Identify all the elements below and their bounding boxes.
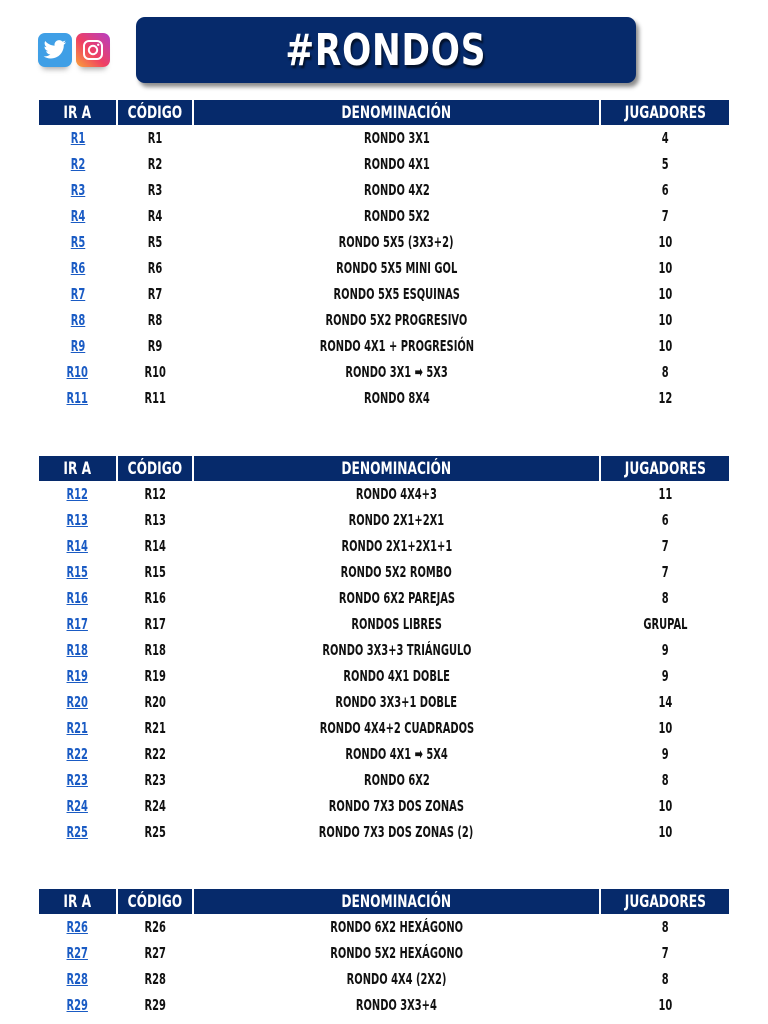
table-row bbox=[39, 151, 729, 177]
jugadores-cell bbox=[601, 719, 729, 737]
goto-link[interactable]: R26 bbox=[66, 918, 89, 936]
goto-link[interactable]: R5 bbox=[70, 233, 85, 251]
header-codigo-label: CÓDIGO bbox=[127, 891, 183, 912]
table-header bbox=[39, 889, 729, 914]
jugadores-value: 8 bbox=[661, 589, 669, 607]
denominacion-cell bbox=[194, 823, 599, 841]
denominacion-cell bbox=[194, 693, 599, 711]
table-header bbox=[39, 456, 729, 481]
jugadores-cell bbox=[601, 823, 729, 841]
denominacion-value: RONDO 4X4+2 CUADRADOS bbox=[319, 719, 474, 737]
denominacion-cell bbox=[194, 563, 599, 581]
code-value: R13 bbox=[144, 511, 166, 529]
table-row bbox=[39, 481, 729, 507]
code-value: R24 bbox=[144, 797, 166, 815]
jugadores-value: 7 bbox=[661, 207, 669, 225]
code-value: R21 bbox=[144, 719, 166, 737]
jugadores-value: GRUPAL bbox=[642, 615, 688, 633]
code-cell bbox=[118, 389, 192, 407]
header-ir-a bbox=[39, 456, 116, 481]
denominacion-value: RONDO 4X1 bbox=[363, 155, 430, 173]
header-codigo bbox=[118, 100, 192, 125]
jugadores-value: 5 bbox=[661, 155, 669, 173]
goto-link[interactable]: R6 bbox=[70, 259, 85, 277]
goto-link[interactable]: R15 bbox=[66, 563, 89, 581]
denominacion-cell bbox=[194, 337, 599, 355]
jugadores-cell bbox=[601, 511, 729, 529]
denominacion-value: RONDO 4X2 bbox=[363, 181, 430, 199]
jugadores-value: 10 bbox=[658, 311, 672, 329]
denominacion-value: RONDO 3X1 ➡ 5X3 bbox=[345, 363, 448, 381]
table-row bbox=[39, 940, 729, 966]
code-value: R23 bbox=[144, 771, 166, 789]
jugadores-value: 11 bbox=[658, 485, 672, 503]
code-value: R6 bbox=[147, 259, 163, 277]
code-value: R3 bbox=[147, 181, 163, 199]
jugadores-cell bbox=[601, 745, 729, 763]
header-codigo-label: CÓDIGO bbox=[127, 102, 183, 123]
jugadores-cell bbox=[601, 207, 729, 225]
code-value: R4 bbox=[147, 207, 163, 225]
denominacion-value: RONDO 4X1 + PROGRESIÓN bbox=[319, 337, 474, 355]
code-value: R14 bbox=[144, 537, 166, 555]
goto-link-cell[interactable] bbox=[39, 918, 116, 936]
jugadores-value: 6 bbox=[661, 511, 669, 529]
denominacion-value: RONDO 3X1 bbox=[363, 129, 430, 147]
goto-link-cell[interactable] bbox=[39, 207, 116, 225]
code-value: R11 bbox=[144, 389, 166, 407]
goto-link[interactable]: R8 bbox=[70, 311, 85, 329]
code-cell bbox=[118, 667, 192, 685]
goto-link[interactable]: R29 bbox=[66, 996, 89, 1014]
code-cell bbox=[118, 745, 192, 763]
denominacion-value: RONDO 5X5 MINI GOL bbox=[335, 259, 458, 277]
header-jugadores bbox=[601, 100, 729, 125]
denominacion-cell bbox=[194, 615, 599, 633]
code-cell bbox=[118, 944, 192, 962]
denominacion-cell bbox=[194, 745, 599, 763]
header-ir-a-label: IR A bbox=[63, 891, 92, 912]
jugadores-value: 12 bbox=[658, 389, 672, 407]
code-value: R1 bbox=[147, 129, 163, 147]
table-row bbox=[39, 637, 729, 663]
goto-link-cell[interactable] bbox=[39, 389, 116, 407]
instagram-icon[interactable] bbox=[76, 33, 110, 67]
code-cell bbox=[118, 485, 192, 503]
jugadores-value: 9 bbox=[661, 667, 669, 685]
jugadores-cell bbox=[601, 259, 729, 277]
code-cell bbox=[118, 693, 192, 711]
jugadores-value: 10 bbox=[658, 823, 672, 841]
rondos-table-1 bbox=[39, 100, 729, 411]
jugadores-value: 10 bbox=[658, 337, 672, 355]
code-cell bbox=[118, 363, 192, 381]
goto-link-cell[interactable] bbox=[39, 485, 116, 503]
table-row bbox=[39, 307, 729, 333]
goto-link-cell[interactable] bbox=[39, 996, 116, 1014]
header-denominacion-label: DENOMINACIÓN bbox=[341, 458, 452, 479]
table-row bbox=[39, 229, 729, 255]
table-row bbox=[39, 333, 729, 359]
code-cell bbox=[118, 181, 192, 199]
jugadores-value: 10 bbox=[658, 285, 672, 303]
table-row bbox=[39, 255, 729, 281]
jugadores-value: 8 bbox=[661, 771, 669, 789]
code-value: R26 bbox=[144, 918, 166, 936]
goto-link[interactable]: R27 bbox=[66, 944, 89, 962]
code-value: R12 bbox=[144, 485, 166, 503]
code-cell bbox=[118, 337, 192, 355]
denominacion-cell bbox=[194, 641, 599, 659]
jugadores-cell bbox=[601, 285, 729, 303]
code-value: R5 bbox=[147, 233, 163, 251]
jugadores-cell bbox=[601, 944, 729, 962]
code-cell bbox=[118, 285, 192, 303]
code-cell bbox=[118, 589, 192, 607]
goto-link[interactable]: R12 bbox=[66, 485, 89, 503]
denominacion-cell bbox=[194, 918, 599, 936]
denominacion-value: RONDO 5X5 ESQUINAS bbox=[333, 285, 460, 303]
goto-link[interactable]: R16 bbox=[66, 589, 89, 607]
header-ir-a bbox=[39, 100, 116, 125]
denominacion-cell bbox=[194, 285, 599, 303]
table-row bbox=[39, 741, 729, 767]
goto-link-cell[interactable] bbox=[39, 615, 116, 633]
header-denominacion bbox=[194, 456, 599, 481]
goto-link[interactable]: R1 bbox=[70, 129, 85, 147]
jugadores-value: 10 bbox=[658, 259, 672, 277]
denominacion-value: RONDO 5X2 bbox=[363, 207, 430, 225]
table-row bbox=[39, 663, 729, 689]
jugadores-cell bbox=[601, 667, 729, 685]
denominacion-value: RONDO 3X3+1 DOBLE bbox=[335, 693, 458, 711]
table-row bbox=[39, 559, 729, 585]
denominacion-value: RONDO 4X1 DOBLE bbox=[343, 667, 450, 685]
jugadores-cell bbox=[601, 996, 729, 1014]
denominacion-cell bbox=[194, 181, 599, 199]
goto-link-cell[interactable] bbox=[39, 970, 116, 988]
jugadores-value: 6 bbox=[661, 181, 669, 199]
code-value: R17 bbox=[144, 615, 166, 633]
jugadores-cell bbox=[601, 311, 729, 329]
goto-link[interactable]: R3 bbox=[70, 181, 85, 199]
denominacion-cell bbox=[194, 233, 599, 251]
code-cell bbox=[118, 918, 192, 936]
header-ir-a-label: IR A bbox=[63, 102, 92, 123]
goto-link[interactable]: R14 bbox=[66, 537, 89, 555]
goto-link[interactable]: R11 bbox=[66, 389, 89, 407]
page-title-banner bbox=[136, 17, 636, 83]
code-value: R2 bbox=[147, 155, 163, 173]
goto-link[interactable]: R9 bbox=[70, 337, 85, 355]
jugadores-value: 4 bbox=[661, 129, 669, 147]
denominacion-cell bbox=[194, 996, 599, 1014]
goto-link[interactable]: R4 bbox=[70, 207, 85, 225]
code-cell bbox=[118, 823, 192, 841]
table-row bbox=[39, 533, 729, 559]
table-row bbox=[39, 767, 729, 793]
jugadores-value: 7 bbox=[661, 944, 669, 962]
code-value: R15 bbox=[144, 563, 166, 581]
code-cell bbox=[118, 129, 192, 147]
denominacion-cell bbox=[194, 207, 599, 225]
jugadores-cell bbox=[601, 485, 729, 503]
header-denominacion-label: DENOMINACIÓN bbox=[341, 891, 452, 912]
header-denominacion bbox=[194, 889, 599, 914]
denominacion-cell bbox=[194, 970, 599, 988]
code-value: R9 bbox=[147, 337, 163, 355]
jugadores-value: 8 bbox=[661, 918, 669, 936]
header-denominacion-label: DENOMINACIÓN bbox=[341, 102, 452, 123]
goto-link[interactable]: R25 bbox=[66, 823, 89, 841]
denominacion-value: RONDO 5X2 HEXÁGONO bbox=[330, 944, 463, 962]
jugadores-value: 9 bbox=[661, 745, 669, 763]
rondos-table-2 bbox=[39, 456, 729, 845]
goto-link-cell[interactable] bbox=[39, 589, 116, 607]
code-value: R28 bbox=[144, 970, 166, 988]
jugadores-value: 10 bbox=[658, 797, 672, 815]
jugadores-cell bbox=[601, 641, 729, 659]
jugadores-cell bbox=[601, 771, 729, 789]
goto-link-cell[interactable] bbox=[39, 511, 116, 529]
goto-link-cell[interactable] bbox=[39, 311, 116, 329]
denominacion-value: RONDOS LIBRES bbox=[351, 615, 442, 633]
code-value: R8 bbox=[147, 311, 163, 329]
code-value: R16 bbox=[144, 589, 166, 607]
jugadores-cell bbox=[601, 233, 729, 251]
goto-link[interactable]: R18 bbox=[66, 641, 89, 659]
denominacion-cell bbox=[194, 389, 599, 407]
code-cell bbox=[118, 511, 192, 529]
jugadores-cell bbox=[601, 389, 729, 407]
denominacion-value: RONDO 5X5 (3X3+2) bbox=[339, 233, 454, 251]
jugadores-cell bbox=[601, 970, 729, 988]
rondos-table-3 bbox=[39, 889, 729, 1018]
code-cell bbox=[118, 259, 192, 277]
goto-link-cell[interactable] bbox=[39, 363, 116, 381]
denominacion-value: RONDO 2X1+2X1+1 bbox=[341, 537, 452, 555]
jugadores-value: 10 bbox=[658, 996, 672, 1014]
goto-link[interactable]: R19 bbox=[66, 667, 89, 685]
code-value: R29 bbox=[144, 996, 166, 1014]
header-codigo bbox=[118, 889, 192, 914]
table-row bbox=[39, 715, 729, 741]
goto-link[interactable]: R22 bbox=[66, 745, 89, 763]
table-row bbox=[39, 819, 729, 845]
code-value: R22 bbox=[144, 745, 166, 763]
code-cell bbox=[118, 970, 192, 988]
header-jugadores-label: JUGADORES bbox=[624, 102, 706, 123]
denominacion-value: RONDO 6X2 bbox=[363, 771, 430, 789]
denominacion-cell bbox=[194, 797, 599, 815]
denominacion-cell bbox=[194, 155, 599, 173]
table-row bbox=[39, 689, 729, 715]
jugadores-cell bbox=[601, 797, 729, 815]
table-row bbox=[39, 793, 729, 819]
header-ir-a-label: IR A bbox=[63, 458, 92, 479]
goto-link-cell[interactable] bbox=[39, 233, 116, 251]
jugadores-cell bbox=[601, 918, 729, 936]
jugadores-value: 10 bbox=[658, 719, 672, 737]
denominacion-value: RONDO 5X2 PROGRESIVO bbox=[325, 311, 468, 329]
code-value: R18 bbox=[144, 641, 166, 659]
denominacion-value: RONDO 3X3+4 bbox=[355, 996, 437, 1014]
goto-link-cell[interactable] bbox=[39, 745, 116, 763]
code-cell bbox=[118, 311, 192, 329]
jugadores-value: 7 bbox=[661, 563, 669, 581]
code-cell bbox=[118, 563, 192, 581]
denominacion-value: RONDO 6X2 PAREJAS bbox=[338, 589, 455, 607]
code-cell bbox=[118, 771, 192, 789]
table-row bbox=[39, 125, 729, 151]
goto-link[interactable]: R23 bbox=[66, 771, 89, 789]
denominacion-value: RONDO 7X3 DOS ZONAS bbox=[328, 797, 465, 815]
code-cell bbox=[118, 996, 192, 1014]
denominacion-cell bbox=[194, 771, 599, 789]
jugadores-cell bbox=[601, 563, 729, 581]
denominacion-value: RONDO 6X2 HEXÁGONO bbox=[330, 918, 463, 936]
denominacion-cell bbox=[194, 944, 599, 962]
denominacion-value: RONDO 2X1+2X1 bbox=[348, 511, 445, 529]
denominacion-value: RONDO 4X4 (2X2) bbox=[346, 970, 447, 988]
denominacion-cell bbox=[194, 129, 599, 147]
goto-link-cell[interactable] bbox=[39, 823, 116, 841]
code-value: R20 bbox=[144, 693, 166, 711]
header-codigo bbox=[118, 456, 192, 481]
jugadores-cell bbox=[601, 589, 729, 607]
table-row bbox=[39, 611, 729, 637]
table-row bbox=[39, 281, 729, 307]
denominacion-cell bbox=[194, 589, 599, 607]
jugadores-cell bbox=[601, 129, 729, 147]
table-row bbox=[39, 914, 729, 940]
jugadores-cell bbox=[601, 155, 729, 173]
jugadores-value: 9 bbox=[661, 641, 669, 659]
table-row bbox=[39, 992, 729, 1018]
header-jugadores bbox=[601, 889, 729, 914]
denominacion-value: RONDO 3X3+3 TRIÁNGULO bbox=[322, 641, 471, 659]
goto-link-cell[interactable] bbox=[39, 181, 116, 199]
goto-link-cell[interactable] bbox=[39, 797, 116, 815]
header-jugadores-label: JUGADORES bbox=[624, 891, 706, 912]
table-row bbox=[39, 585, 729, 611]
table-row bbox=[39, 359, 729, 385]
code-value: R27 bbox=[144, 944, 166, 962]
goto-link-cell[interactable] bbox=[39, 563, 116, 581]
jugadores-cell bbox=[601, 337, 729, 355]
code-cell bbox=[118, 719, 192, 737]
code-value: R25 bbox=[144, 823, 166, 841]
denominacion-cell bbox=[194, 719, 599, 737]
jugadores-cell bbox=[601, 693, 729, 711]
jugadores-value: 14 bbox=[658, 693, 672, 711]
table-row bbox=[39, 177, 729, 203]
denominacion-value: RONDO 7X3 DOS ZONAS (2) bbox=[319, 823, 474, 841]
jugadores-value: 10 bbox=[658, 233, 672, 251]
denominacion-cell bbox=[194, 537, 599, 555]
header-jugadores-label: JUGADORES bbox=[624, 458, 706, 479]
goto-link-cell[interactable] bbox=[39, 337, 116, 355]
code-value: R7 bbox=[147, 285, 163, 303]
denominacion-value: RONDO 4X4+3 bbox=[355, 485, 437, 503]
header-codigo-label: CÓDIGO bbox=[127, 458, 183, 479]
goto-link-cell[interactable] bbox=[39, 693, 116, 711]
code-cell bbox=[118, 641, 192, 659]
jugadores-cell bbox=[601, 363, 729, 381]
goto-link-cell[interactable] bbox=[39, 719, 116, 737]
goto-link-cell[interactable] bbox=[39, 259, 116, 277]
code-cell bbox=[118, 233, 192, 251]
twitter-icon[interactable] bbox=[38, 33, 72, 67]
goto-link-cell[interactable] bbox=[39, 641, 116, 659]
header-jugadores bbox=[601, 456, 729, 481]
code-value: R19 bbox=[144, 667, 166, 685]
goto-link[interactable]: R28 bbox=[66, 970, 89, 988]
denominacion-value: RONDO 8X4 bbox=[363, 389, 430, 407]
denominacion-value: RONDO 4X1 ➡ 5X4 bbox=[345, 745, 448, 763]
denominacion-cell bbox=[194, 511, 599, 529]
goto-link-cell[interactable] bbox=[39, 285, 116, 303]
code-cell bbox=[118, 207, 192, 225]
code-cell bbox=[118, 537, 192, 555]
jugadores-cell bbox=[601, 181, 729, 199]
goto-link[interactable]: R10 bbox=[66, 363, 89, 381]
jugadores-value: 7 bbox=[661, 537, 669, 555]
denominacion-cell bbox=[194, 485, 599, 503]
code-cell bbox=[118, 155, 192, 173]
page-title: #RONDOS bbox=[285, 24, 487, 76]
table-row bbox=[39, 966, 729, 992]
goto-link-cell[interactable] bbox=[39, 537, 116, 555]
goto-link[interactable]: R17 bbox=[66, 615, 89, 633]
table-row bbox=[39, 203, 729, 229]
header-ir-a bbox=[39, 889, 116, 914]
goto-link-cell[interactable] bbox=[39, 129, 116, 147]
goto-link-cell[interactable] bbox=[39, 155, 116, 173]
goto-link[interactable]: R13 bbox=[66, 511, 89, 529]
jugadores-cell bbox=[601, 615, 729, 633]
jugadores-cell bbox=[601, 537, 729, 555]
goto-link[interactable]: R24 bbox=[66, 797, 89, 815]
social-icons bbox=[38, 33, 110, 67]
goto-link[interactable]: R7 bbox=[70, 285, 85, 303]
denominacion-cell bbox=[194, 667, 599, 685]
goto-link-cell[interactable] bbox=[39, 944, 116, 962]
goto-link[interactable]: R20 bbox=[66, 693, 89, 711]
goto-link[interactable]: R21 bbox=[66, 719, 89, 737]
goto-link[interactable]: R2 bbox=[70, 155, 85, 173]
code-cell bbox=[118, 615, 192, 633]
table-row bbox=[39, 507, 729, 533]
jugadores-value: 8 bbox=[661, 363, 669, 381]
goto-link-cell[interactable] bbox=[39, 771, 116, 789]
jugadores-value: 8 bbox=[661, 970, 669, 988]
code-cell bbox=[118, 797, 192, 815]
header-denominacion bbox=[194, 100, 599, 125]
table-row bbox=[39, 385, 729, 411]
code-value: R10 bbox=[144, 363, 166, 381]
table-header bbox=[39, 100, 729, 125]
denominacion-cell bbox=[194, 259, 599, 277]
denominacion-value: RONDO 5X2 ROMBO bbox=[340, 563, 453, 581]
denominacion-cell bbox=[194, 311, 599, 329]
goto-link-cell[interactable] bbox=[39, 667, 116, 685]
denominacion-cell bbox=[194, 363, 599, 381]
